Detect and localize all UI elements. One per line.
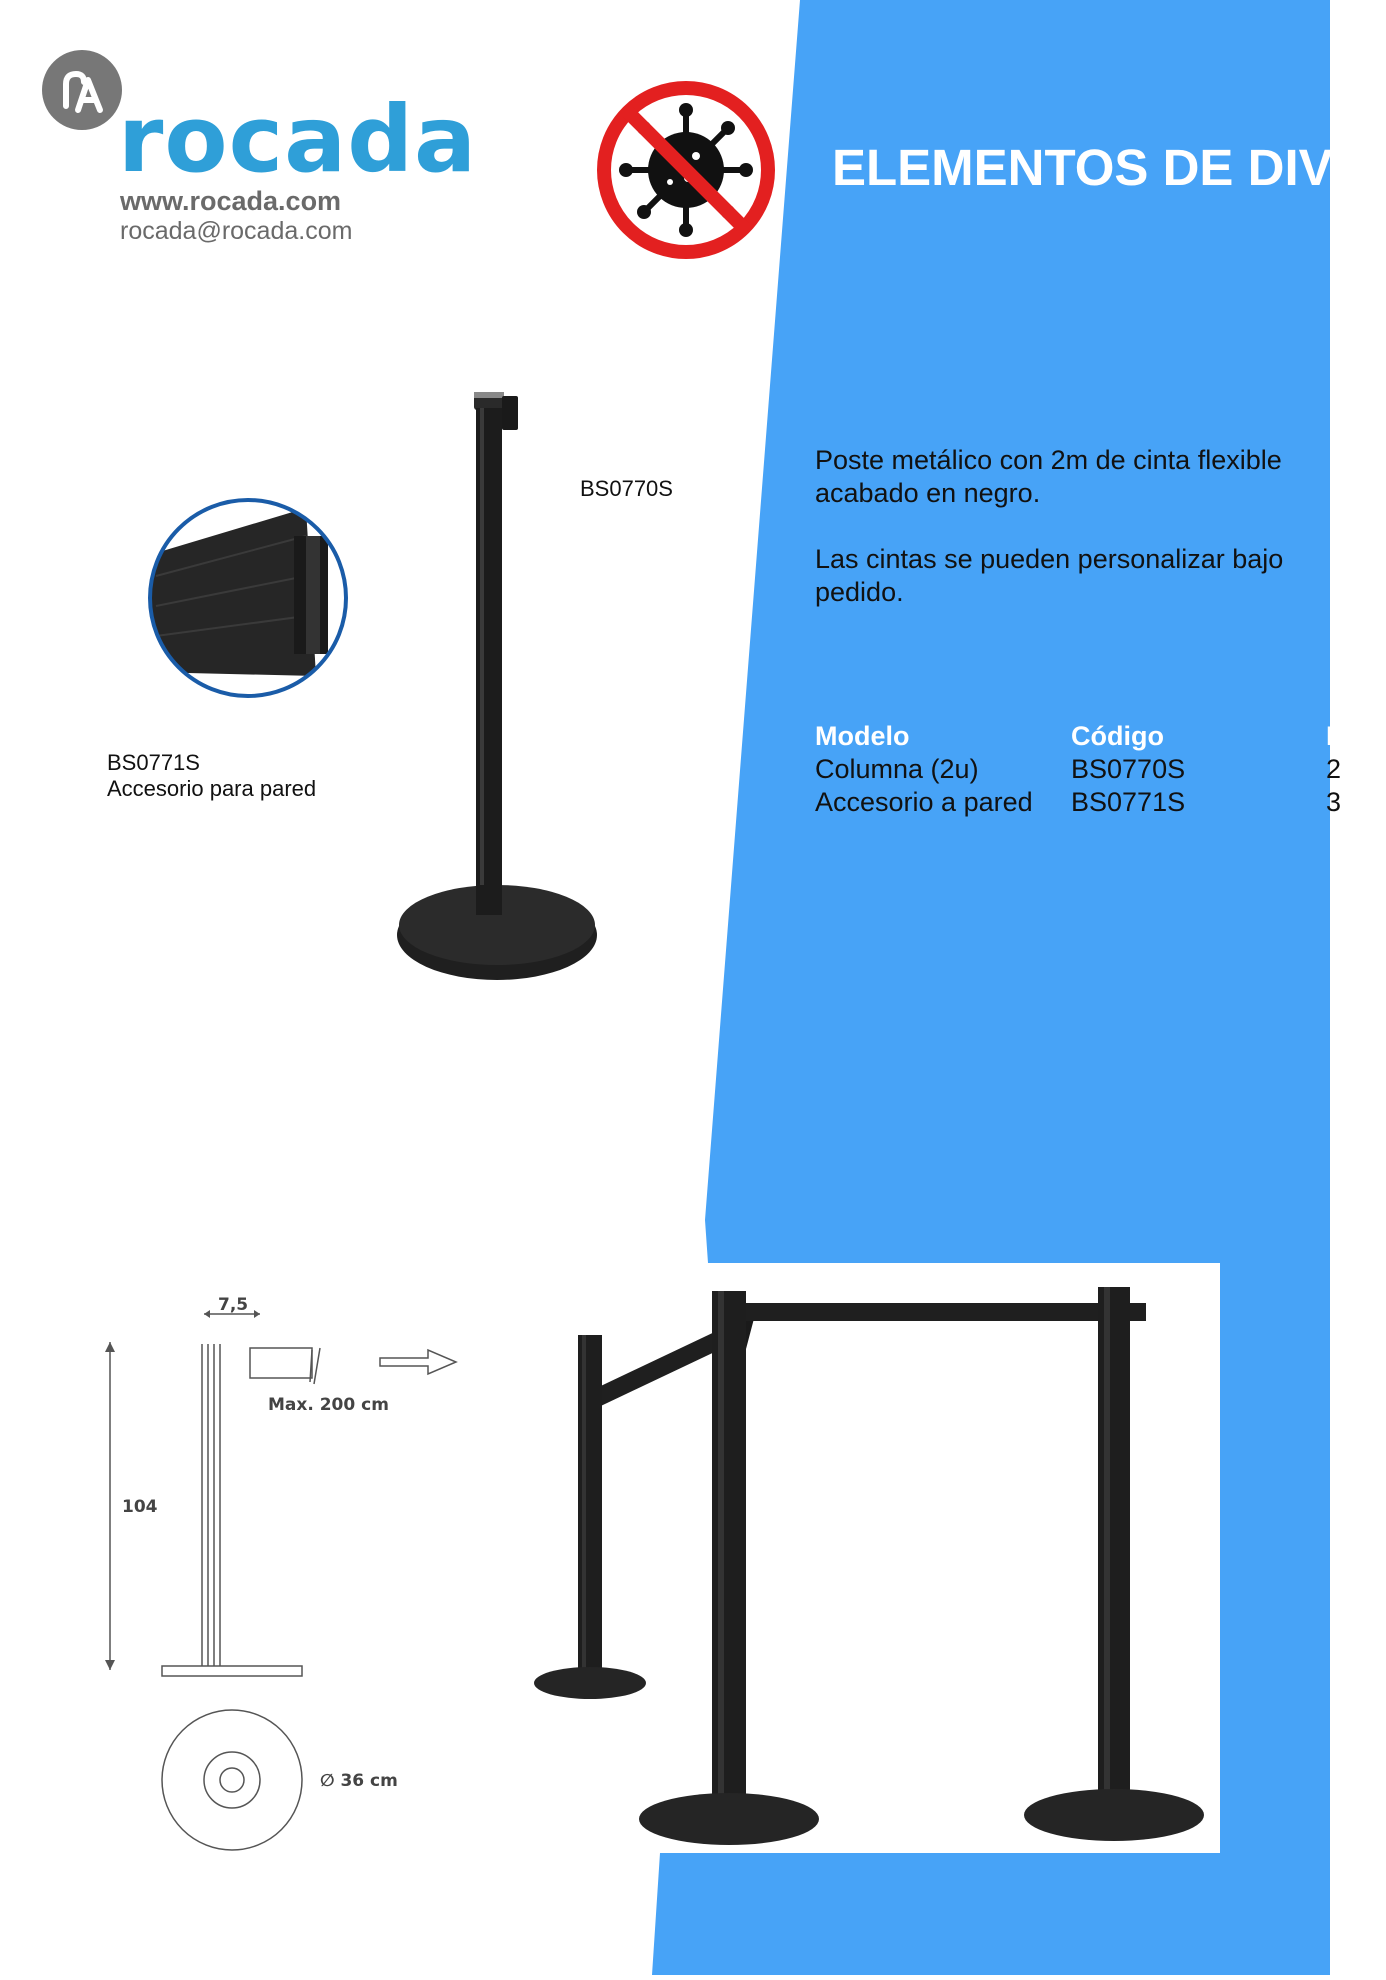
rocada-logo-icon <box>42 50 122 130</box>
no-virus-icon <box>596 80 776 260</box>
post-product-image <box>390 380 610 990</box>
drawing-height-label: 104 <box>122 1497 158 1517</box>
barrier-photo-left-post <box>530 1335 660 1705</box>
wall-accessory-code: BS0771S <box>107 750 200 775</box>
brand-name: rocada <box>118 86 478 193</box>
cell-code: BS0770S <box>1071 754 1186 784</box>
drawing-max-label: Max. 200 cm <box>268 1395 389 1415</box>
post-code-label: BS0770S <box>580 476 673 501</box>
description-line-2: Las cintas se pueden personalizar bajo pedido. <box>815 544 1284 607</box>
wall-accessory-label <box>107 750 316 802</box>
wall-accessory-desc: Accesorio para pared <box>107 776 317 801</box>
barrier-photo <box>706 1263 1220 1853</box>
cell-code: BS0771S <box>1071 787 1186 817</box>
product-table <box>815 720 1386 819</box>
table-header-row <box>815 720 1386 753</box>
cell-price: 3 <box>1326 787 1342 817</box>
drawing-width-label: 7,5 <box>218 1295 249 1315</box>
cell-price: 2 <box>1326 754 1342 784</box>
table-row <box>815 786 1386 819</box>
header-price: P <box>1326 721 1345 751</box>
technical-drawing <box>110 1290 480 1890</box>
product-description <box>815 444 1335 642</box>
drawing-diameter-label: ∅ 36 cm <box>320 1771 398 1791</box>
header-code: Código <box>1071 721 1164 751</box>
cell-model: Accesorio a pared <box>815 787 1033 817</box>
cell-model: Columna (2u) <box>815 754 979 784</box>
table-row <box>815 753 1386 786</box>
brand-website[interactable]: www.rocada.com <box>120 186 342 216</box>
header-model: Modelo <box>815 721 910 751</box>
description-line-1: Poste metálico con 2m de cinta flexible acabado en negro. <box>815 445 1282 508</box>
brand-email[interactable]: rocada@rocada.com <box>120 217 353 245</box>
page-title: ELEMENTOS DE DIVI <box>832 139 1347 196</box>
wall-accessory-image <box>146 496 350 700</box>
